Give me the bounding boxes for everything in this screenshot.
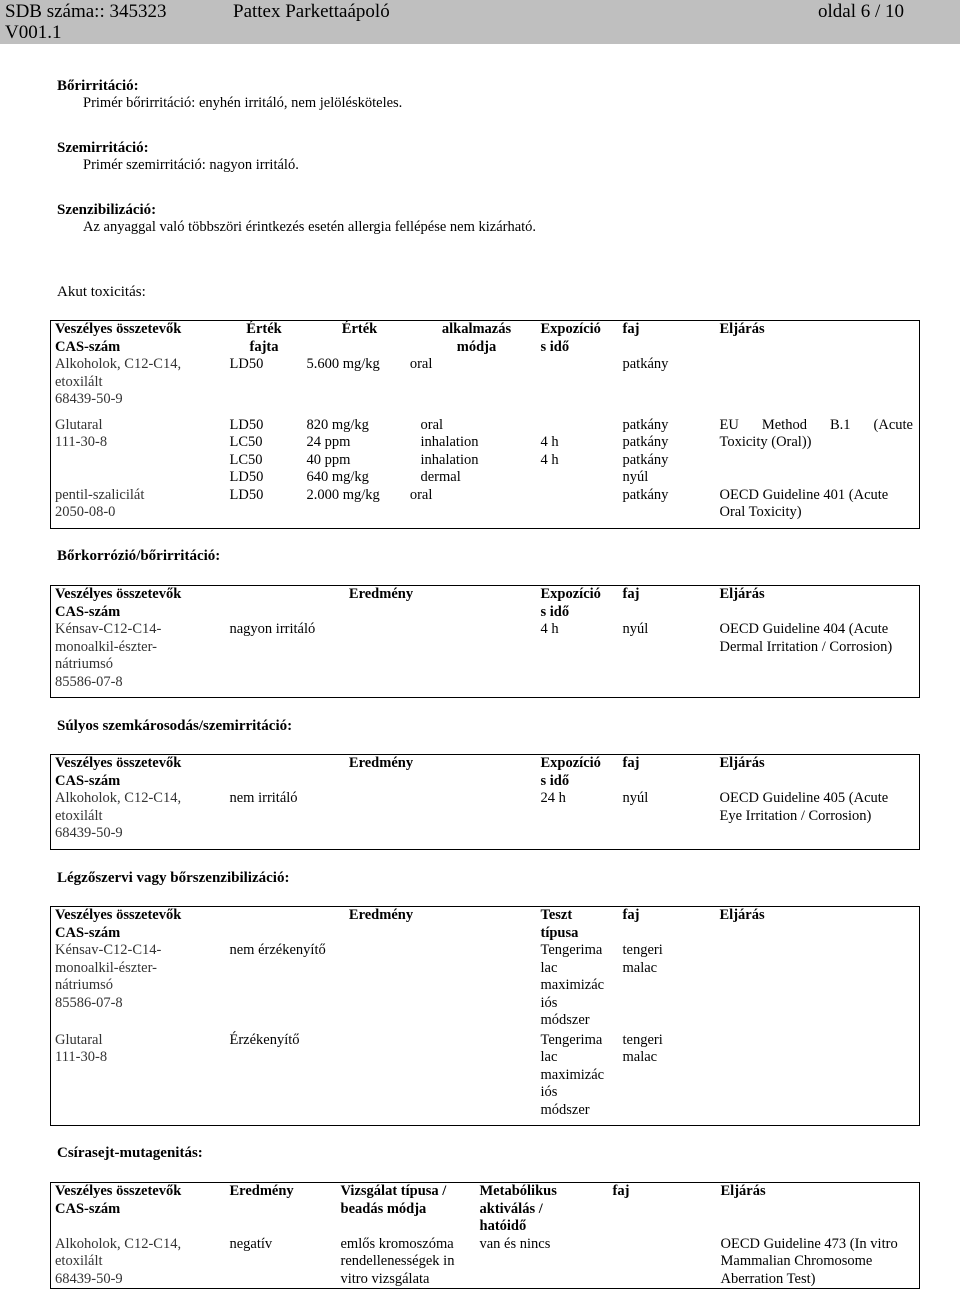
table-row: Alkoholok, C12-C14, etoxilált 68439-50-9 negatív emlős kromoszóma rendellenességek in vitro vizsgálata van és nincs OECD Guideline 473 (In vitro Mammalian Chromosome Aberration Test) <box>55 1235 898 1287</box>
page-header <box>0 0 960 44</box>
table-row: Alkoholok, C12-C14, etoxilált 68439-50-9 LD50 5.600 mg/kg oral patkány <box>55 356 669 407</box>
page-number: oldal 6 / 10 <box>818 1 905 22</box>
resp-sensitization-title: Légzőszervi vagy bőrszenzibilizáció: <box>57 870 290 886</box>
acute-title: Akut toxicitás: <box>57 284 146 300</box>
skin-corrosion-title: Bőrkorrózió/bőrirritáció: <box>57 548 221 564</box>
mutagenicity-table <box>50 1182 920 1289</box>
product-name: Pattex Parkettaápoló <box>233 1 390 22</box>
table-row: Glutaral 111-30-8 Érzékenyítő Tengerima lac maximizác iós módszer tengeri malac <box>55 1031 663 1118</box>
eye-irritation-title: Szemirritáció: <box>57 140 149 156</box>
header-species: faj <box>622 321 640 337</box>
table-row: Kénsav-C12-C14- monoalkil-észter- nátriumsó 85586-07-8 nem érzékenyítő Tengerima lac maximizác iós módszer tengeri malac <box>55 942 663 1028</box>
table-row: Kénsav-C12-C14- monoalkil-észter- nátriumsó 85586-07-8 nagyon irritáló 4 h nyúl OECD Guideline 404 (Acute Dermal Irritation / Corrosion) <box>55 621 893 690</box>
mutagenicity-title: Csírasejt-mutagenitás: <box>57 1145 203 1161</box>
table-row: Glutaral 111-30-8 LD50 LC50 LC50 LD50 820 mg/kg 24 ppm 40 ppm 640 mg/kg oral inhalation inhalation dermal 4 h 4 h patkány patkány patkány nyúl EU Method B.1 (Acute Toxicity (Oral)) <box>55 416 913 485</box>
eye-irritation-text: Primér szemirritáció: nagyon irritáló. <box>83 157 299 173</box>
acute-toxicity-table <box>50 320 920 529</box>
version: V001.1 <box>5 22 62 43</box>
table-header-row: Veszélyes összetevők CAS-szám Eredmény Teszt típusa faj Eljárás <box>55 907 765 941</box>
eye-damage-table <box>50 754 920 850</box>
resp-sensitization-table <box>50 906 920 1126</box>
header-substance: Veszélyes összetevők CAS-szám <box>55 321 182 355</box>
header-route: alkalmazás módja <box>441 321 512 355</box>
header-value: Érték <box>341 321 378 337</box>
skin-corrosion-table <box>50 585 920 698</box>
header-value-type: Érték fajta <box>246 321 282 355</box>
table-header-row: Veszélyes összetevők CAS-szám Eredmény Vizsgálat típusa / beadás módja Metabólikus aktiválás / hatóidő faj Eljárás <box>55 1183 766 1234</box>
table-row: pentil-szalicilát 2050-08-0 LD50 2.000 mg/kg oral patkány OECD Guideline 401 (Acute Oral Toxicity) <box>55 486 889 520</box>
sensitization-title: Szenzibilizáció: <box>57 202 157 218</box>
table-header-row: Veszélyes összetevők CAS-szám Eredmény Expozíció s idő faj Eljárás <box>55 586 765 620</box>
skin-irritation-text: Primér bőrirritáció: enyhén irritáló, nem jelölésköteles. <box>83 95 403 111</box>
table-row: Alkoholok, C12-C14, etoxilált 68439-50-9 nem irritáló 24 h nyúl OECD Guideline 405 (Acute Eye Irritation / Corrosion) <box>55 790 889 841</box>
skin-irritation-title: Bőrirritáció: <box>57 78 139 94</box>
sdb-number: SDB száma:: 345323 <box>5 1 167 22</box>
header-exposure: Expozíció s idő <box>540 321 601 355</box>
eye-damage-title: Súlyos szemkárosodás/szemirritáció: <box>57 718 293 734</box>
header-method: Eljárás <box>719 321 765 337</box>
sensitization-text: Az anyaggal való többszöri érintkezés esetén allergia fellépése nem kizárható. <box>83 219 537 235</box>
table-header-row: Veszélyes összetevők CAS-szám Eredmény Expozíció s idő faj Eljárás <box>55 755 765 789</box>
table-header-row <box>51 321 920 357</box>
